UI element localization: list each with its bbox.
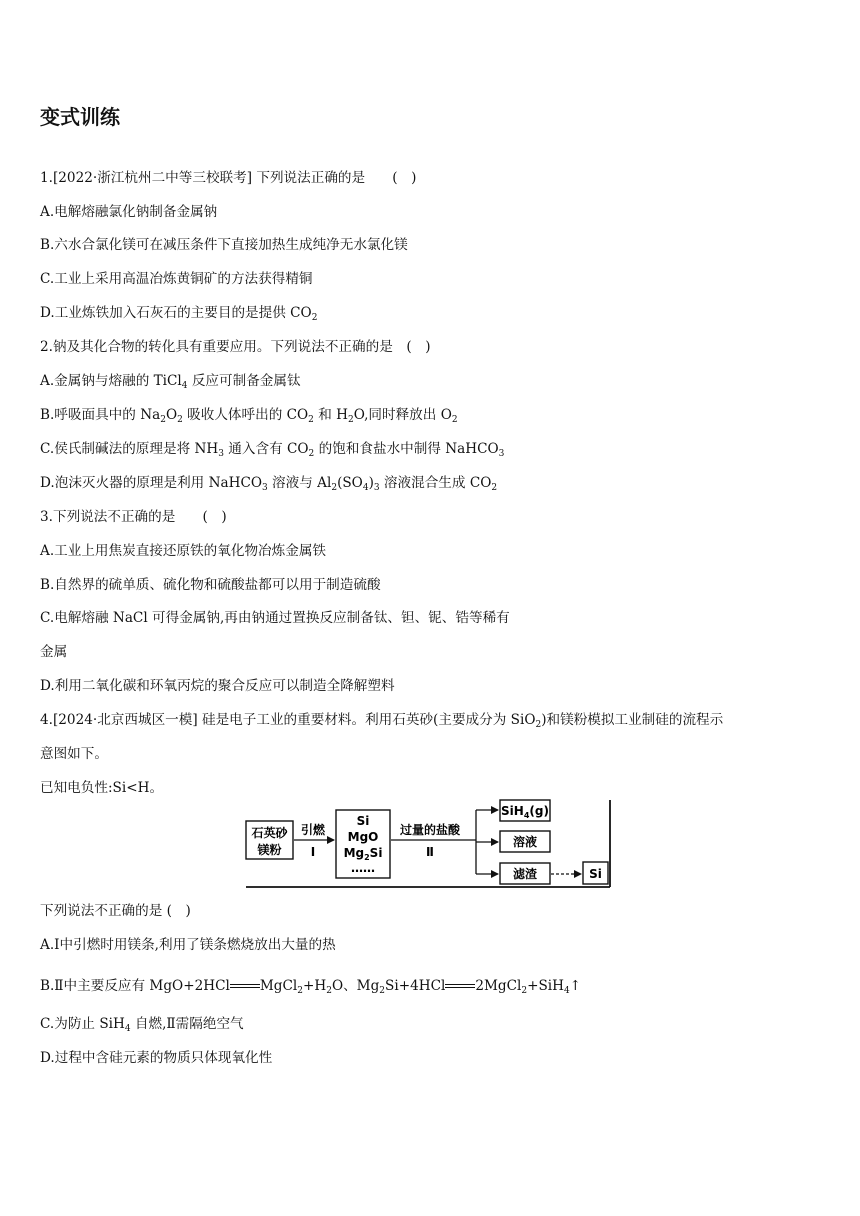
step-1-number: Ⅰ	[310, 845, 316, 859]
step-2-label: 过量的盐酸	[399, 823, 461, 837]
q1-option-c: C.工业上采用高温冶炼黄铜矿的方法获得精铜	[40, 271, 313, 287]
q4-stem: 4.[2024·北京西城区一模] 硅是电子工业的重要材料。利用石英砂(主要成分为 SiO$_2$)和镁粉模拟工业制硅的流程示	[40, 712, 724, 730]
step-1-label: 引燃	[300, 823, 326, 837]
mixture-mg2si: $Mg_2Si$	[343, 846, 383, 862]
q1-option-d: D.工业炼铁加入石灰石的主要目的是提供 $CO_2$	[40, 305, 318, 323]
equals-sign	[445, 981, 475, 993]
q4-stem-continued: 意图如下。	[40, 746, 108, 762]
q1-option-b: B.六水合氯化镁可在减压条件下直接加热生成纯净无水氯化镁	[40, 237, 408, 253]
q3-option-a: A.工业上用焦炭直接还原铁的氧化物冶炼金属铁	[40, 543, 327, 559]
q2-option-d: D.泡沫灭火器的原理是利用 NaHCO$_3$ 溶液与 $Al_2(SO_4)_3$ 溶液混合生成 $CO_2$	[40, 475, 498, 493]
q3-option-d: D.利用二氧化碳和环氧丙烷的聚合反应可以制造全降解塑料	[40, 678, 395, 694]
section-heading: 变式训练	[40, 105, 120, 129]
product-si: Si	[589, 867, 602, 881]
q3-stem: 3.下列说法不正确的是 ( )	[40, 509, 227, 525]
q1-stem: 1.[2022·浙江杭州二中等三校联考] 下列说法正确的是 ( )	[40, 170, 417, 186]
mixture-ellipsis: ……	[351, 861, 375, 875]
q4-option-a: A.Ⅰ中引燃时用镁条,利用了镁条燃烧放出大量的热	[40, 937, 336, 953]
q3-option-c-continued: 金属	[40, 644, 68, 660]
equals-sign	[230, 981, 260, 993]
step-2-number: Ⅱ	[426, 845, 434, 859]
output-residue: 滤渣	[512, 867, 538, 881]
q2-option-b: B.呼吸面具中的 $Na_2O_2$ 吸收人体呼出的 $CO_2$ 和 $H_2O$,同时释放出 $O_2$	[40, 407, 458, 425]
q4-option-d: D.过程中含硅元素的物质只体现氧化性	[40, 1050, 273, 1066]
mixture-si: Si	[356, 814, 370, 828]
q4-known-condition: 已知电负性:Si<H。	[40, 780, 164, 796]
raw-material-mg-powder: 镁粉	[257, 843, 282, 857]
q2-option-c: C.侯氏制碱法的原理是将 $NH_3$ 通入含有 $CO_2$ 的饱和食盐水中制得 NaHCO$_3$	[40, 441, 505, 459]
q3-option-c: C.电解熔融 NaCl 可得金属钠,再由钠通过置换反应制备钛、钽、铌、锆等稀有	[40, 610, 510, 626]
output-sih4: SiH$_4$(g)	[501, 804, 549, 820]
q1-option-a: A.电解熔融氯化钠制备金属钠	[40, 204, 218, 220]
silicon-process-flowchart	[244, 798, 616, 890]
mixture-mgo: MgO	[347, 830, 379, 844]
output-solution: 溶液	[512, 835, 538, 849]
q4-option-c: C.为防止 SiH$_4$ 自燃,Ⅱ需隔绝空气	[40, 1016, 244, 1034]
q4-option-b: B.Ⅱ中主要反应有 MgO+2HCl $MgCl_2+H_2O$、$Mg_2Si+4HCl$ 2MgCl$_2$+SiH$_4$↑	[40, 978, 582, 996]
raw-material-quartz-sand: 石英砂	[251, 826, 288, 840]
q2-option-a: A.金属钠与熔融的 TiCl$_4$ 反应可制备金属钛	[40, 373, 301, 391]
q4-ask: 下列说法不正确的是 ( )	[40, 903, 191, 919]
q3-option-b: B.自然界的硫单质、硫化物和硫酸盐都可以用于制造硫酸	[40, 577, 381, 593]
q2-stem: 2.钠及其化合物的转化具有重要应用。下列说法不正确的是 ( )	[40, 339, 431, 355]
